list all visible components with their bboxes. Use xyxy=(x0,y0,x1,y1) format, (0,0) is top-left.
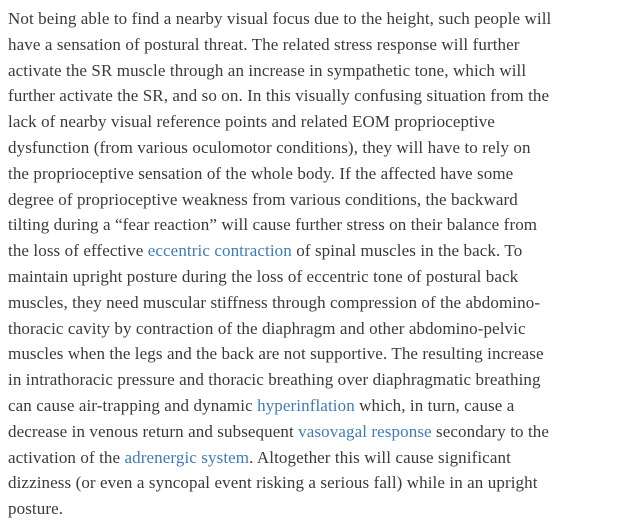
text-segment: decrease in venous return and subsequent xyxy=(8,421,299,441)
text-line-6 xyxy=(8,135,628,161)
text-line-4 xyxy=(8,83,628,109)
text-segment: maintain upright posture during the loss of eccentric tone of postural back xyxy=(8,266,519,286)
text-line-9 xyxy=(8,212,628,238)
text-segment: posture. xyxy=(8,499,64,519)
adrenergic-system-link[interactable]: adrenergic system xyxy=(124,447,250,467)
text-line-19 xyxy=(8,470,628,496)
text-line-17 xyxy=(8,419,628,445)
text-segment: further activate the SR, and so on. In this visually confusing situation from the xyxy=(8,86,550,106)
paragraph xyxy=(8,6,628,522)
text-segment: in intrathoracic pressure and thoracic breathing over diaphragmatic breathing xyxy=(8,370,541,390)
text-line-3 xyxy=(8,58,628,84)
text-segment: activate the SR muscle through an increase in sympathetic tone, which will xyxy=(8,60,527,80)
text-line-5 xyxy=(8,109,628,135)
text-segment: the loss of effective xyxy=(8,241,148,261)
text-segment: . Altogether this will cause significant xyxy=(249,447,511,467)
text-line-7 xyxy=(8,161,628,187)
text-line-8 xyxy=(8,187,628,213)
text-line-20 xyxy=(8,496,628,522)
text-line-18 xyxy=(8,445,628,471)
text-line-1 xyxy=(8,6,628,32)
text-segment: thoracic cavity by contraction of the diaphragm and other abdomino-pelvic xyxy=(8,318,526,338)
text-line-15 xyxy=(8,367,628,393)
text-segment: of spinal muscles in the back. To xyxy=(291,241,523,261)
text-segment: lack of nearby visual reference points and related EOM proprioceptive xyxy=(8,112,495,132)
text-segment: activation of the xyxy=(8,447,125,467)
text-segment: Not being able to find a nearby visual focus due to the height, such people will xyxy=(8,9,552,28)
text-segment: dysfunction (from various oculomotor conditions), they will have to rely on xyxy=(8,137,531,157)
text-line-2 xyxy=(8,32,628,58)
text-line-16 xyxy=(8,393,628,419)
text-segment: secondary to the xyxy=(431,421,550,441)
text-segment: muscles, they need muscular stiffness through compression of the abdomino- xyxy=(8,292,541,312)
text-segment: degree of proprioceptive weakness from various conditions, the backward xyxy=(8,189,518,209)
text-segment: tilting during a “fear reaction” will cause further stress on their balance from xyxy=(8,215,538,235)
text-line-11 xyxy=(8,264,628,290)
hyperinflation-link[interactable]: hyperinflation xyxy=(257,395,355,415)
text-segment: can cause air-trapping and dynamic xyxy=(8,395,258,415)
text-segment: have a sensation of postural threat. The related stress response will further xyxy=(8,34,520,54)
vasovagal-response-link[interactable]: vasovagal response xyxy=(298,421,432,441)
text-segment: the proprioceptive sensation of the whole body. If the affected have some xyxy=(8,163,514,183)
eccentric-contraction-link[interactable]: eccentric contraction xyxy=(147,241,292,261)
text-line-14 xyxy=(8,341,628,367)
text-segment: which, in turn, cause a xyxy=(354,395,515,415)
text-segment: muscles when the legs and the back are not supportive. The resulting increase xyxy=(8,344,544,364)
text-line-10 xyxy=(8,238,628,264)
text-line-12 xyxy=(8,290,628,316)
text-line-13 xyxy=(8,316,628,342)
text-segment: dizziness (or even a syncopal event risking a serious fall) while in an upright xyxy=(8,473,538,493)
